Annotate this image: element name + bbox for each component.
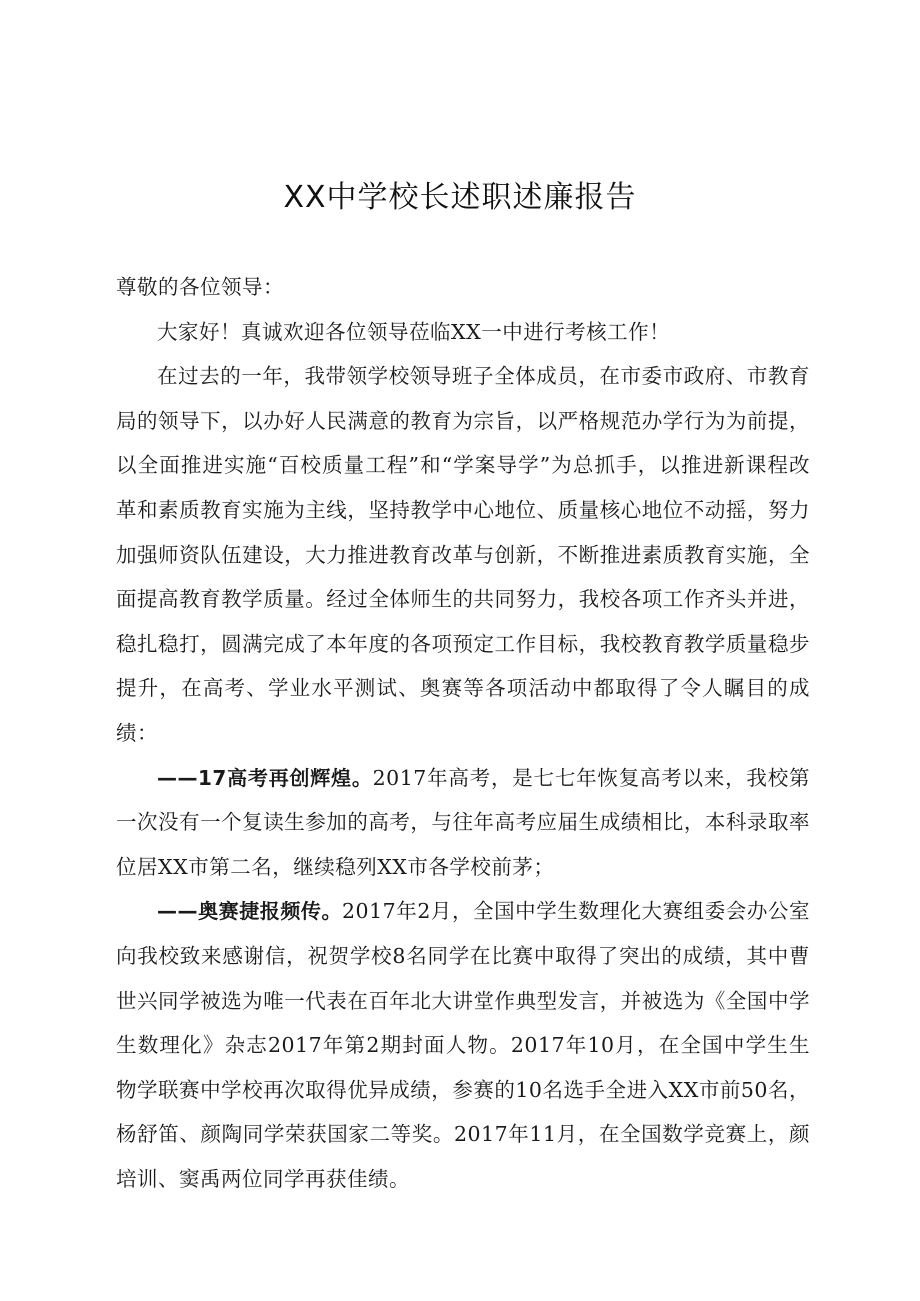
salutation: 尊敬的各位领导： (116, 275, 284, 299)
section-olympiad-heading: ——奥赛捷报频传。 (157, 899, 343, 924)
section-olympiad-text: 2017年2月，全国中学生数理化大赛组委会办公室向我校致来感谢信，祝贺学校8名同学在比赛中取得了突出的成绩，其中曹世兴同学被选为唯一代表在百年北大讲堂作典型发言，并被选为《全国中学生数理化》杂志2017年第2期封面人物。2017年10月，在全国中学生生物学联赛中学校再次取得优异成绩，参赛的10名选手全进入XX市前50名，杨舒笛、颜陶同学荣获国家二等奖。2017年11月，在全国数学竞赛上，颜培训、窦禹两位同学再获佳绩。 (116, 899, 811, 1191)
greeting-paragraph: 大家好！真诚欢迎各位领导莅临XX一中进行考核工作！ (157, 319, 671, 344)
section-gaokao-heading: ——17高考再创辉煌。 (157, 765, 373, 790)
document-title: XX中学校长述职述廉报告 (283, 180, 637, 215)
section-gaokao-text: 2017年高考，是七七年恢复高考以来，我校第一次没有一个复读生参加的高考，与往年高考应届生成绩相比，本科录取率位居XX市第二名，继续稳列XX市各学校前茅； (116, 765, 810, 879)
section-gaokao (116, 756, 810, 890)
document-body (116, 265, 810, 1201)
intro-paragraph: 在过去的一年，我带领学校领导班子全体成员，在市委市政府、市教育局的领导下，以办好人民满意的教育为宗旨，以严格规范办学行为为前提，以全面推进实施“百校质量工程”和“学案导学”为总抓手，以推进新课程改革和素质教育实施为主线，坚持教学中心地位、质量核心地位不动摇，努力加强师资队伍建设，大力推进教育改革与创新，不断推进素质教育实施，全面提高教育教学质量。经过全体师生的共同努力，我校各项工作齐头并进，稳扎稳打，圆满完成了本年度的各项预定工作目标，我校教育教学质量稳步提升，在高考、学业水平测试、奥赛等各项活动中都取得了令人瞩目的成绩： (116, 364, 810, 745)
section-olympiad (116, 889, 810, 1201)
